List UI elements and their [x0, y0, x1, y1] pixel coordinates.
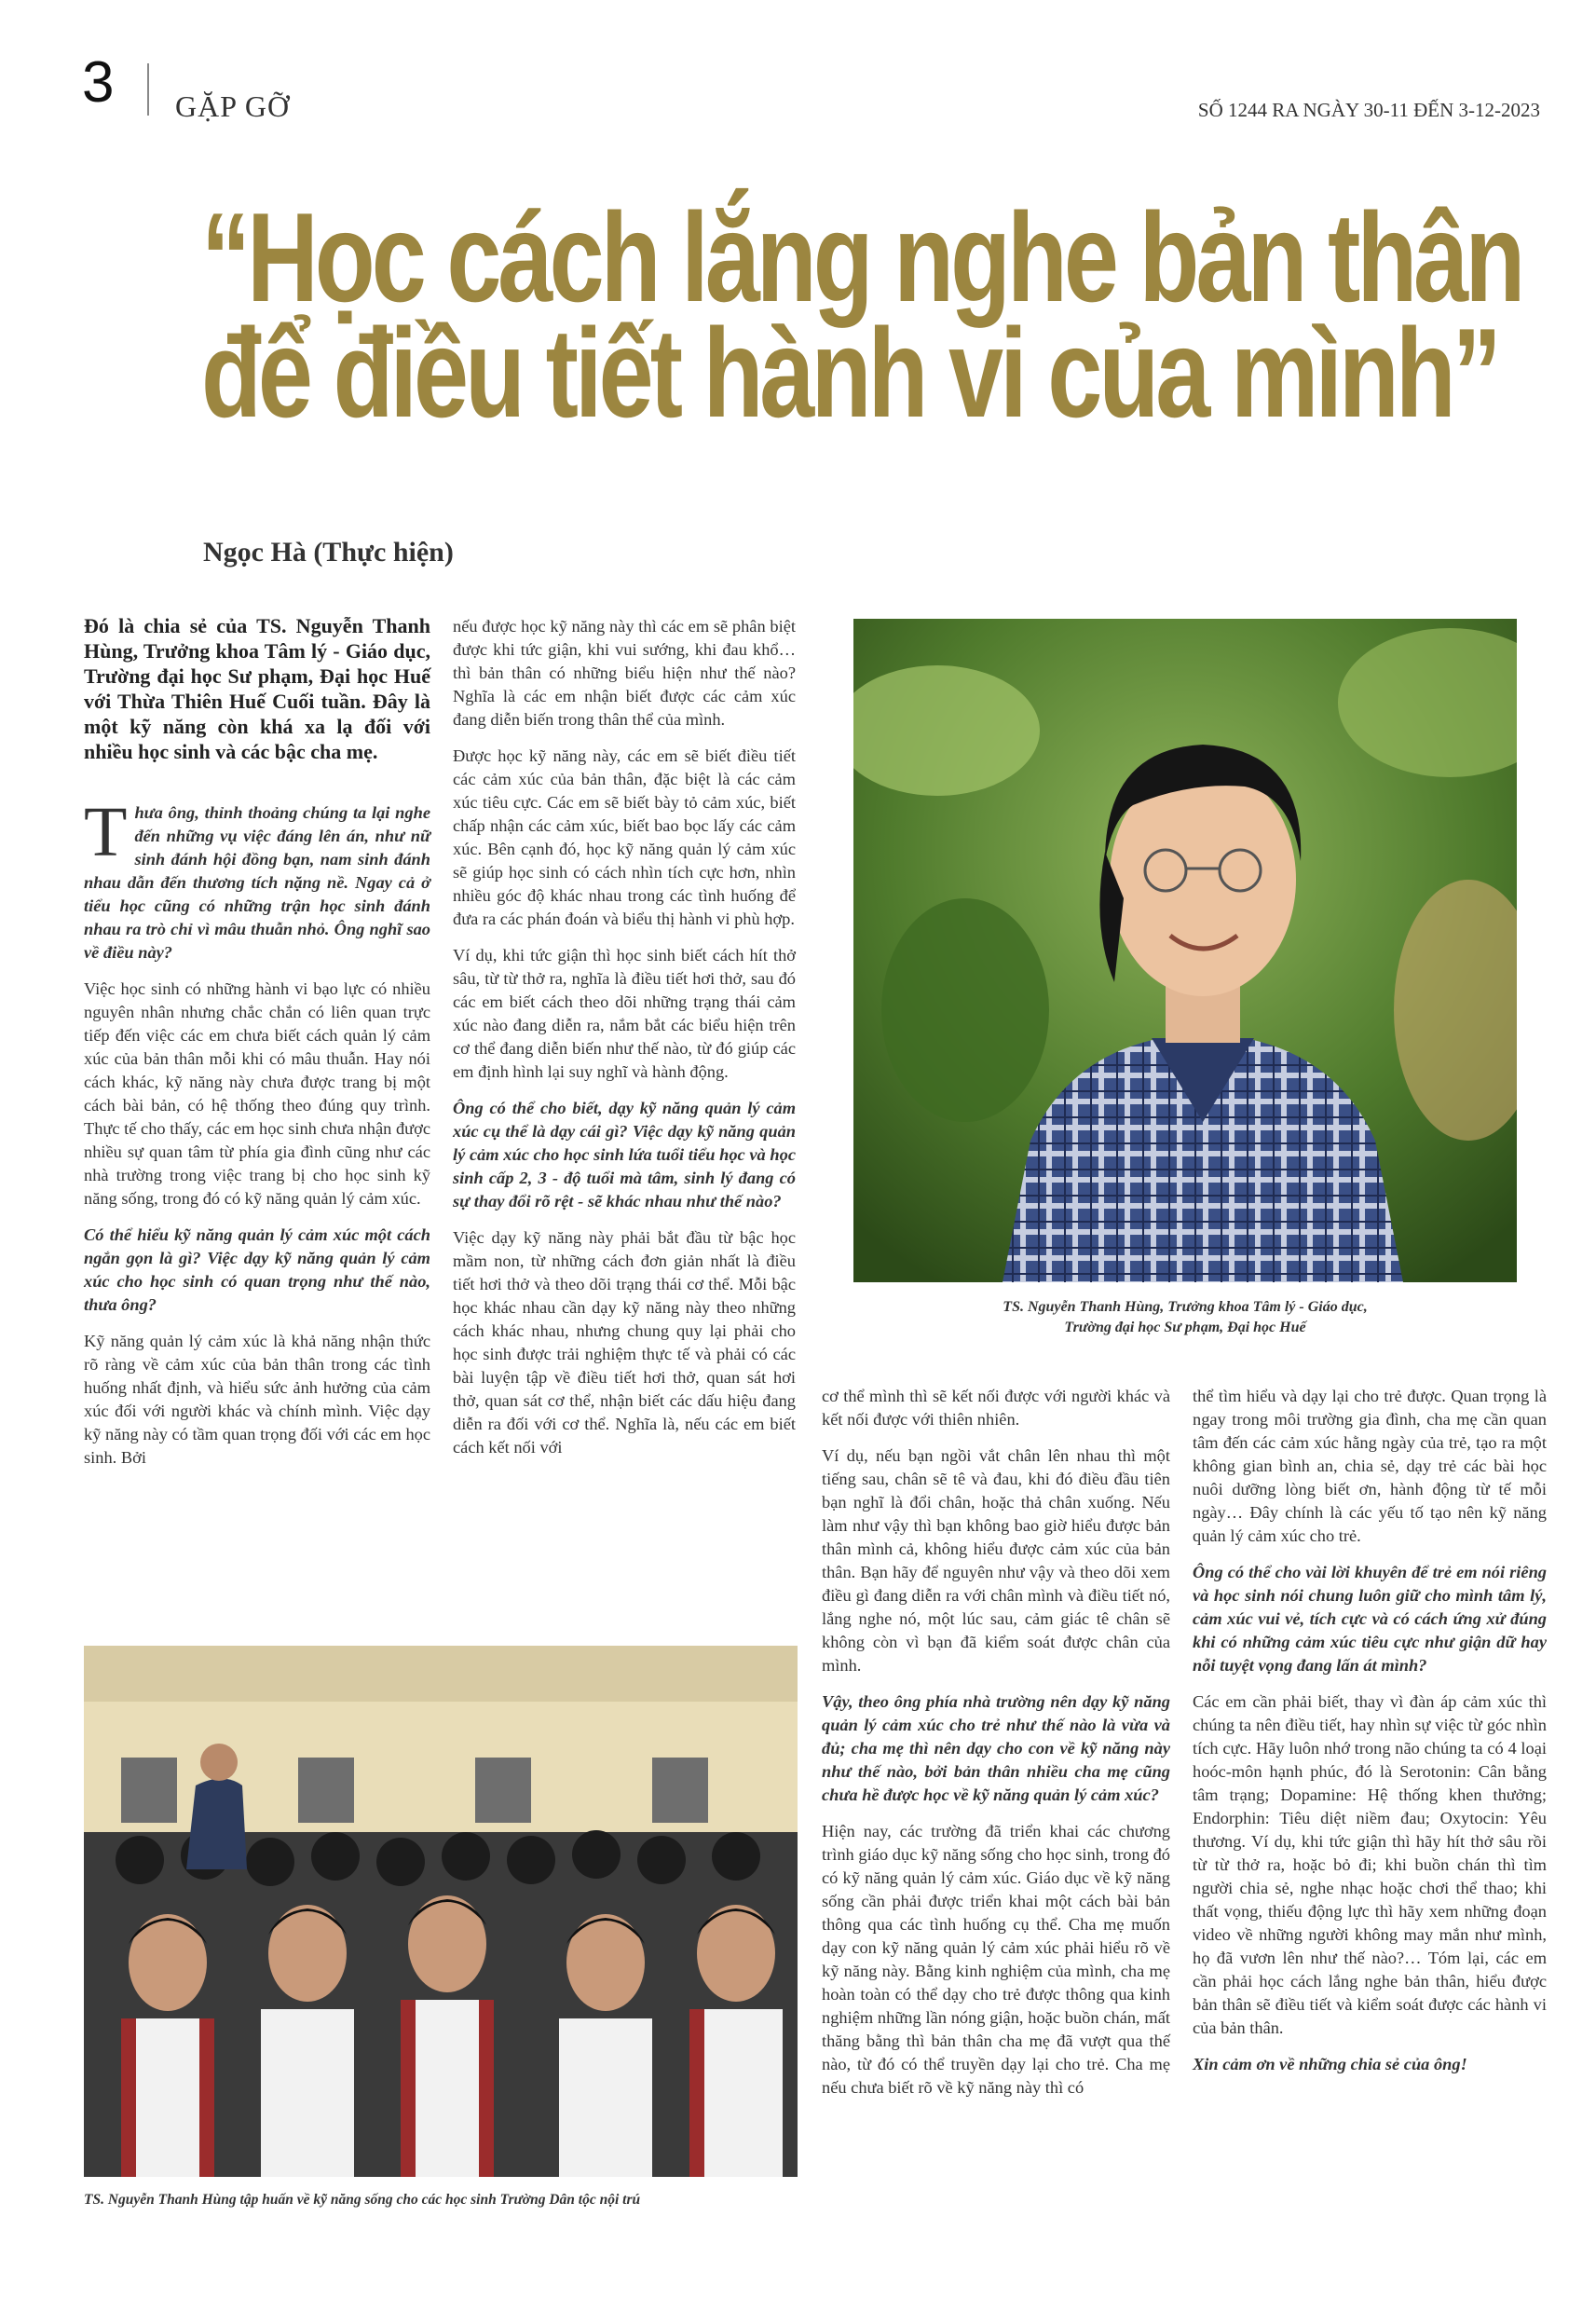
drop-cap: T	[84, 793, 128, 871]
issue-date: SỐ 1244 RA NGÀY 30-11 ĐẾN 3-12-2023	[1197, 99, 1540, 121]
answer-2-part-2: nếu được học kỹ năng này thì các em sẽ phân biệt được khi tức giận, khi vui sướng, khi đau khổ… thì bản thân có những biểu hiện như thế nào? Nghĩa là các em nhận biết được các cảm xúc đang diễn biến trong thân thể của mình.	[453, 617, 796, 729]
answer-3-part-1: Việc dạy kỹ năng này phải bắt đầu từ bậc học mầm non, từ những cách đơn giản nhất là điều tiết hơi thở và theo dõi trạng thái cơ thể. Mỗi bậc học khác nhau cần dạy kỹ năng này theo những cách khác nhau, nhưng chung quy lại phải cho học sinh được trải nghiệm thực tế và phải có các bài luyện tập về điều tiết hơi thở, quan sát hơi thở, quan sát cơ thể, nhận biết các dấu hiệu đang diễn ra đối với cơ thể. Nghĩa là, nếu các em biết cách kết nối với	[453, 1228, 796, 1457]
byline: Ngọc Hà (Thực hiện)	[203, 537, 454, 568]
classroom-caption: TS. Nguyễn Thanh Hùng tập huấn về kỹ năng sống cho các học sinh Trường Dân tộc nội trú	[84, 2192, 641, 2208]
closing-line: Xin cảm ơn về những chia sẻ của ông!	[1193, 2055, 1467, 2073]
question-1	[84, 793, 430, 964]
classroom-image	[84, 1646, 798, 2177]
answer-4-part-2: thể tìm hiểu và dạy lại cho trẻ được. Quan trọng là ngay trong môi trường gia đình, cha mẹ cần quan tâm đến các cảm xúc hằng ngày của trẻ, tạo ra một không gian bình an, chia sẻ, dạy trẻ các bài học nuôi dưỡng lòng biết ơn, hành động từ tế mỗi ngày… Đây chính là các yếu tố tạo nên kỹ năng quản lý cảm xúc cho trẻ.	[1193, 1387, 1547, 1545]
question-4: Vậy, theo ông phía nhà trường nên dạy kỹ năng quản lý cảm xúc cho trẻ như thế nào là vừa và đủ; cha mẹ thì nên dạy cho con về kỹ năng này như thế nào, bởi bản thân nhiều cha mẹ cũng chưa hề được học về kỹ năng quản lý cảm xúc?	[822, 1692, 1170, 1804]
section-name: GẶP GỠ	[175, 89, 291, 123]
lead-paragraph: Đó là chia sẻ của TS. Nguyễn Thanh Hùng, Trưởng khoa Tâm lý - Giáo dục, Trường đại học Sư phạm, Đại học Huế với Thừa Thiên Huế Cuối tuần. Đây là một kỹ năng còn khá xa lạ đối với nhiều học sinh và các bậc cha mẹ.	[84, 614, 430, 763]
page-number: 3	[82, 50, 115, 115]
portrait-caption	[853, 1297, 1517, 1338]
portrait-caption-line-1: TS. Nguyễn Thanh Hùng, Trưởng khoa Tâm lý - Giáo dục,	[1003, 1299, 1368, 1315]
column-1	[84, 613, 430, 1483]
answer-5: Các em cần phải biết, thay vì đàn áp cảm xúc thì chúng ta nên điều tiết, hay nhìn sự việc từ góc nhìn tích cực. Hãy luôn nhớ trong não chúng ta có 4 loại hoóc-môn hạnh phúc, đó là Serotonin: Cân bằng tâm trạng; Dopamine: Hệ thống khen thưởng; Endorphin: Tiêu diệt niềm đau; Oxytocin: Yêu thương. Ví dụ, khi tức giận thì hãy hít thở sâu rồi từ từ thở ra, hoặc bỏ đi; khi buồn chán thì tìm người chia sẻ, nghe nhạc hoặc chơi thể thao; khi thất vọng, thiếu động lực thì hãy xem những đoạn video về những người không may mắn như mình, họ đã vươn lên như thế nào?… Tóm lại, các em cần phải học cách lắng nghe bản thân, hiểu được bản thân sẽ điều tiết và kiểm soát được các hành vi của bản thân.	[1193, 1692, 1547, 2037]
answer-1: Việc học sinh có những hành vi bạo lực có nhiều nguyên nhân nhưng chắc chắn có liên quan trực tiếp đến việc các em chưa biết cách quản lý cảm xúc của bản thân mỗi khi có mâu thuẫn. Hay nói cách khác, kỹ năng này chưa được trang bị một cách bài bản, có hệ thống theo đúng quy trình. Thực tế cho thấy, các em học sinh chưa nhận được nhiều sự quan tâm từ phía gia đình cũng như các nhà trường trong việc trang bị cho học sinh kỹ năng sống, trong đó có kỹ năng quản lý cảm xúc.	[84, 979, 430, 1208]
classroom-photo	[84, 1646, 798, 2177]
headline-line-2: để điều tiết hành vi của mình”	[201, 302, 1498, 444]
header-divider	[147, 63, 149, 116]
column-3	[822, 1385, 1170, 2113]
portrait-caption-line-2: Trường đại học Sư phạm, Đại học Huế	[1064, 1320, 1306, 1335]
answer-2-part-1: Kỹ năng quản lý cảm xúc là khả năng nhận thức rõ ràng về cảm xúc của bản thân trong các tình huống nhất định, và hiểu sức ảnh hưởng của cảm xúc đối với người khác và chính mình. Việc dạy kỹ năng này có tầm quan trọng đối với các em học sinh. Bởi	[84, 1332, 430, 1467]
question-2: Có thể hiểu kỹ năng quản lý cảm xúc một cách ngắn gọn là gì? Việc dạy kỹ năng quản lý cảm xúc cho học sinh có quan trọng như thế nào, thưa ông?	[84, 1225, 430, 1314]
article-headline	[201, 186, 1522, 444]
portrait-photo	[853, 619, 1517, 1282]
column-2	[453, 615, 796, 1472]
portrait-image	[853, 619, 1517, 1282]
answer-4-part-1: Hiện nay, các trường đã triển khai các chương trình giáo dục kỹ năng sống cho học sinh, trong đó có kỹ năng quản lý cảm xúc. Giáo dục về kỹ năng sống cần phải được triển khai một cách bài bản thông qua các tình huống cụ thể. Cha mẹ muốn dạy con kỹ năng quản lý cảm xúc phải hiểu rõ về kỹ năng này. Bằng kinh nghiệm của mình, cha mẹ hoàn toàn có thể dạy cho trẻ được thông qua kinh nghiệm những lần nóng giận, hoặc buồn chán, mất thăng bằng thì bản thân cha mẹ đã vượt qua thế nào, từ đó có thể truyền dạy lại cho trẻ. Cha mẹ nếu chưa biết rõ về kỹ năng này thì có	[822, 1822, 1170, 2097]
answer-2-part-3: Được học kỹ năng này, các em sẽ biết điều tiết các cảm xúc của bản thân, đặc biệt là các cảm xúc tiêu cực. Các em sẽ biết bày tỏ cảm xúc, biết chấp nhận các cảm xúc, biết bao bọc lấy các cảm xúc. Bên cạnh đó, học kỹ năng quản lý cảm xúc sẽ giúp học sinh có cách nhìn tích cực hơn, nhìn nhiều góc độ khác nhau trong các tình huống để đưa ra các phán đoán và biểu thị hành vi phù hợp.	[453, 746, 796, 928]
question-5: Ông có thể cho vài lời khuyên để trẻ em nói riêng và học sinh nói chung luôn giữ cho mình tâm lý, cảm xúc vui vẻ, tích cực và có cách ứng xử đúng khi có những cảm xúc tiêu cực như giận dữ hay nỗi tuyệt vọng đang lấn át mình?	[1193, 1563, 1547, 1675]
answer-2-part-4: Ví dụ, khi tức giận thì học sinh biết cách hít thở sâu, từ từ thở ra, nghĩa là điều tiết hơi thở, sau đó các em biết cách theo dõi những trạng thái cảm xúc nào đang diễn ra, nắm bắt các biểu hiện trên cơ thể đang diễn biến như thế nào, từ đó giúp các em định hình lại suy nghĩ và hành động.	[453, 946, 796, 1081]
question-1-text: hưa ông, thỉnh thoảng chúng ta lại nghe đến những vụ việc đáng lên án, như nữ sinh đánh hội đồng bạn, nam sinh đánh nhau dẫn đến thương tích nặng nề. Ngay cả ở tiểu học cũng có những trận học sinh đánh nhau ra trò chỉ vì mâu thuẫn nhỏ. Ông nghĩ sao về điều này?	[84, 803, 430, 962]
headline-line-1: “Học cách lắng nghe bản thân	[201, 186, 1522, 328]
question-3: Ông có thể cho biết, dạy kỹ năng quản lý cảm xúc cụ thể là dạy cái gì? Việc dạy kỹ năng quản lý cảm xúc cho học sinh lứa tuổi tiểu học và học sinh cấp 2, 3 - độ tuổi mà tâm, sinh lý đang có sự thay đổi rõ rệt - sẽ khác nhau như thế nào?	[453, 1099, 796, 1211]
answer-3-part-3: Ví dụ, nếu bạn ngồi vắt chân lên nhau thì một tiếng sau, chân sẽ tê và đau, khi đó điều đầu tiên bạn nghĩ là đổi chân, hoặc thả chân xuống. Nếu làm như vậy thì bạn không bao giờ hiểu được bản thân mình cả, không hiểu được cảm xúc của bản thân. Bạn hãy để nguyên như vậy và theo dõi xem điều gì đang diễn ra với chân mình và điều tiết nó, lắng nghe nó, một lúc sau, cảm giác tê chân sẽ không còn vì bạn đã kiểm soát được chân của mình.	[822, 1446, 1170, 1675]
answer-3-part-2: cơ thể mình thì sẽ kết nối được với người khác và kết nối được với thiên nhiên.	[822, 1387, 1170, 1429]
column-4	[1193, 1385, 1547, 2089]
